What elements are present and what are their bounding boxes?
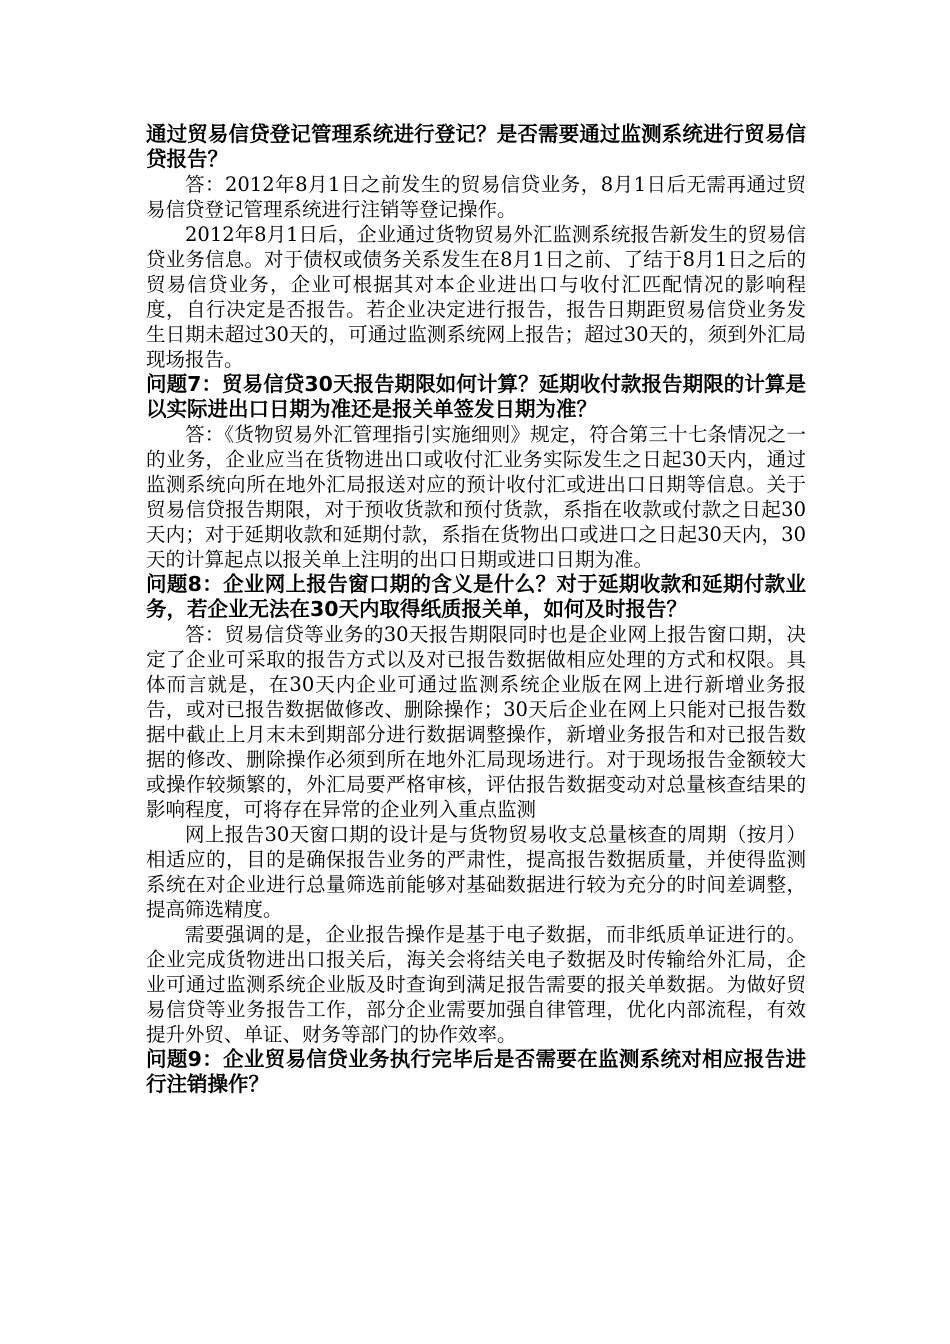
- question-9-heading: 问题9：企业贸易信贷业务执行完毕后是否需要在监测系统对相应报告进行注销操作？: [146, 1047, 806, 1096]
- body-paragraph: 2012年8月1日后，企业通过货物贸易外汇监测系统报告新发生的贸易信贷业务信息。对于债权或债务关系发生在8月1日之前、了结于8月1日之后的贸易信贷业务，企业可根据其对本企业进出口与收付汇匹配情况的影响程度，自行决定是否报告。若企业决定进行报告，报告日期距贸易信贷业务发生日期未超过30天的，可通过监测系统网上报告；超过30天的，须到外汇局现场报告。: [146, 223, 806, 371]
- question-7-heading: 问题7：贸易信贷30天报告期限如何计算？延期收付款报告期限的计算是以实际进出口日期为准还是报关单签发日期为准？: [146, 372, 806, 421]
- question-8-heading: 问题8：企业网上报告窗口期的含义是什么？对于延期收款和延期付款业务，若企业无法在30天内取得纸质报关单，如何及时报告？: [146, 572, 806, 621]
- answer-7-paragraph: 答：《货物贸易外汇管理指引实施细则》规定，符合第三十七条情况之一的业务，企业应当在货物进出口或收付汇业务实际发生之日起30天内，通过监测系统向所在地外汇局报送对应的预计收付汇或进出口日期等信息。关于贸易信贷报告期限，对于预收货款和预付货款，系指在收款或付款之日起30天内；对于延期收款和延期付款，系指在货物出口或进口之日起30天内，30天的计算起点以报关单上注明的出口日期或进口日期为准。: [146, 423, 806, 571]
- body-paragraph: 网上报告30天窗口期的设计是与货物贸易收支总量核查的周期（按月）相适应的，目的是确保报告业务的严肃性，提高报告数据质量，并使得监测系统在对企业进行总量筛选前能够对基础数据进行较为充分的时间差调整，提高筛选精度。: [146, 823, 806, 921]
- question-heading: 通过贸易信贷登记管理系统进行登记？是否需要通过监测系统进行贸易信贷报告？: [146, 122, 806, 171]
- document-page: [146, 122, 806, 1097]
- answer-paragraph: 答：2012年8月1日之前发生的贸易信贷业务，8月1日后无需再通过贸易信贷登记管理系统进行注销等登记操作。: [146, 173, 806, 221]
- answer-8-paragraph: 答：贸易信贷等业务的30天报告期限同时也是企业网上报告窗口期，决定了企业可采取的报告方式以及对已报告数据做相应处理的方式和权限。具体而言就是，在30天内企业可通过监测系统企业版在网上进行新增业务报告，或对已报告数据做修改、删除操作；30天后企业在网上只能对已报告数据中截止上月末未到期部分进行数据调整操作，新增业务报告和对已报告数据的修改、删除操作必须到所在地外汇局现场进行。对于现场报告金额较大或操作较频繁的，外汇局要严格审核，评估报告数据变动对总量核查结果的影响程度，可将存在异常的企业列入重点监测: [146, 623, 806, 821]
- body-paragraph: 需要强调的是，企业报告操作是基于电子数据，而非纸质单证进行的。企业完成货物进出口报关后，海关会将结关电子数据及时传输给外汇局，企业可通过监测系统企业版及时查询到满足报告需要的报关单数据。为做好贸易信贷等业务报告工作，部分企业需要加强自律管理，优化内部流程，有效提升外贸、单证、财务等部门的协作效率。: [146, 923, 806, 1046]
